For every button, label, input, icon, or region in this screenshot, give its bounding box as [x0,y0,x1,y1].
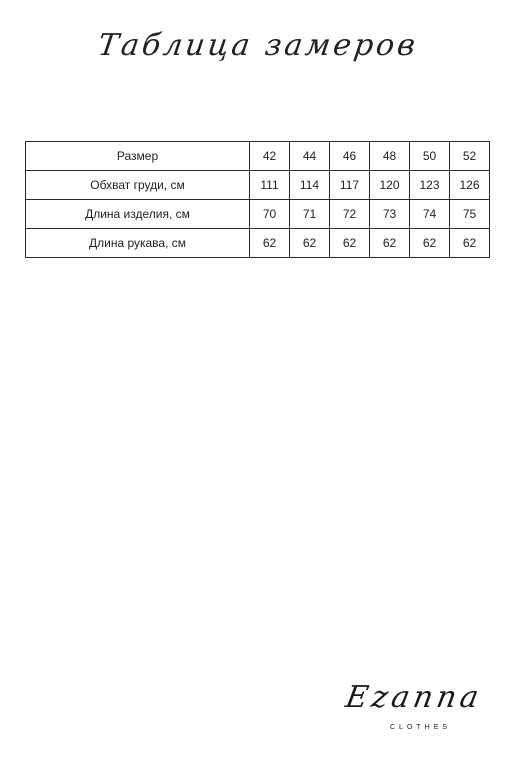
row-label: Обхват груди, см [26,171,250,200]
table-cell: 70 [250,200,290,229]
table-cell: 71 [290,200,330,229]
table-cell: 74 [410,200,450,229]
table-cell: 62 [410,229,450,258]
table-cell: 48 [370,142,410,171]
table-row [26,171,490,200]
table-cell: 50 [410,142,450,171]
table-row [26,142,490,171]
table-cell: 73 [370,200,410,229]
table-cell: 52 [450,142,490,171]
table-cell: 117 [330,171,370,200]
table-cell: 114 [290,171,330,200]
logo-wordmark: Ezanna [342,680,486,715]
table-cell: 111 [250,171,290,200]
row-label: Длина изделия, см [26,200,250,229]
row-label: Длина рукава, см [26,229,250,258]
table-row [26,200,490,229]
table-cell: 62 [370,229,410,258]
logo-subtitle: CLOTHES [390,724,452,731]
table-cell: 44 [290,142,330,171]
table-cell: 120 [370,171,410,200]
table-cell: 62 [330,229,370,258]
brand-logo [330,680,500,750]
size-chart-table [25,141,490,258]
table-cell: 123 [410,171,450,200]
table-cell: 46 [330,142,370,171]
table-cell: 42 [250,142,290,171]
table-cell: 126 [450,171,490,200]
table-cell: 72 [330,200,370,229]
table-cell: 75 [450,200,490,229]
table-cell: 62 [250,229,290,258]
page-title: Таблица замеров [95,28,421,63]
table-row [26,229,490,258]
table-cell: 62 [450,229,490,258]
row-label: Размер [26,142,250,171]
table-cell: 62 [290,229,330,258]
